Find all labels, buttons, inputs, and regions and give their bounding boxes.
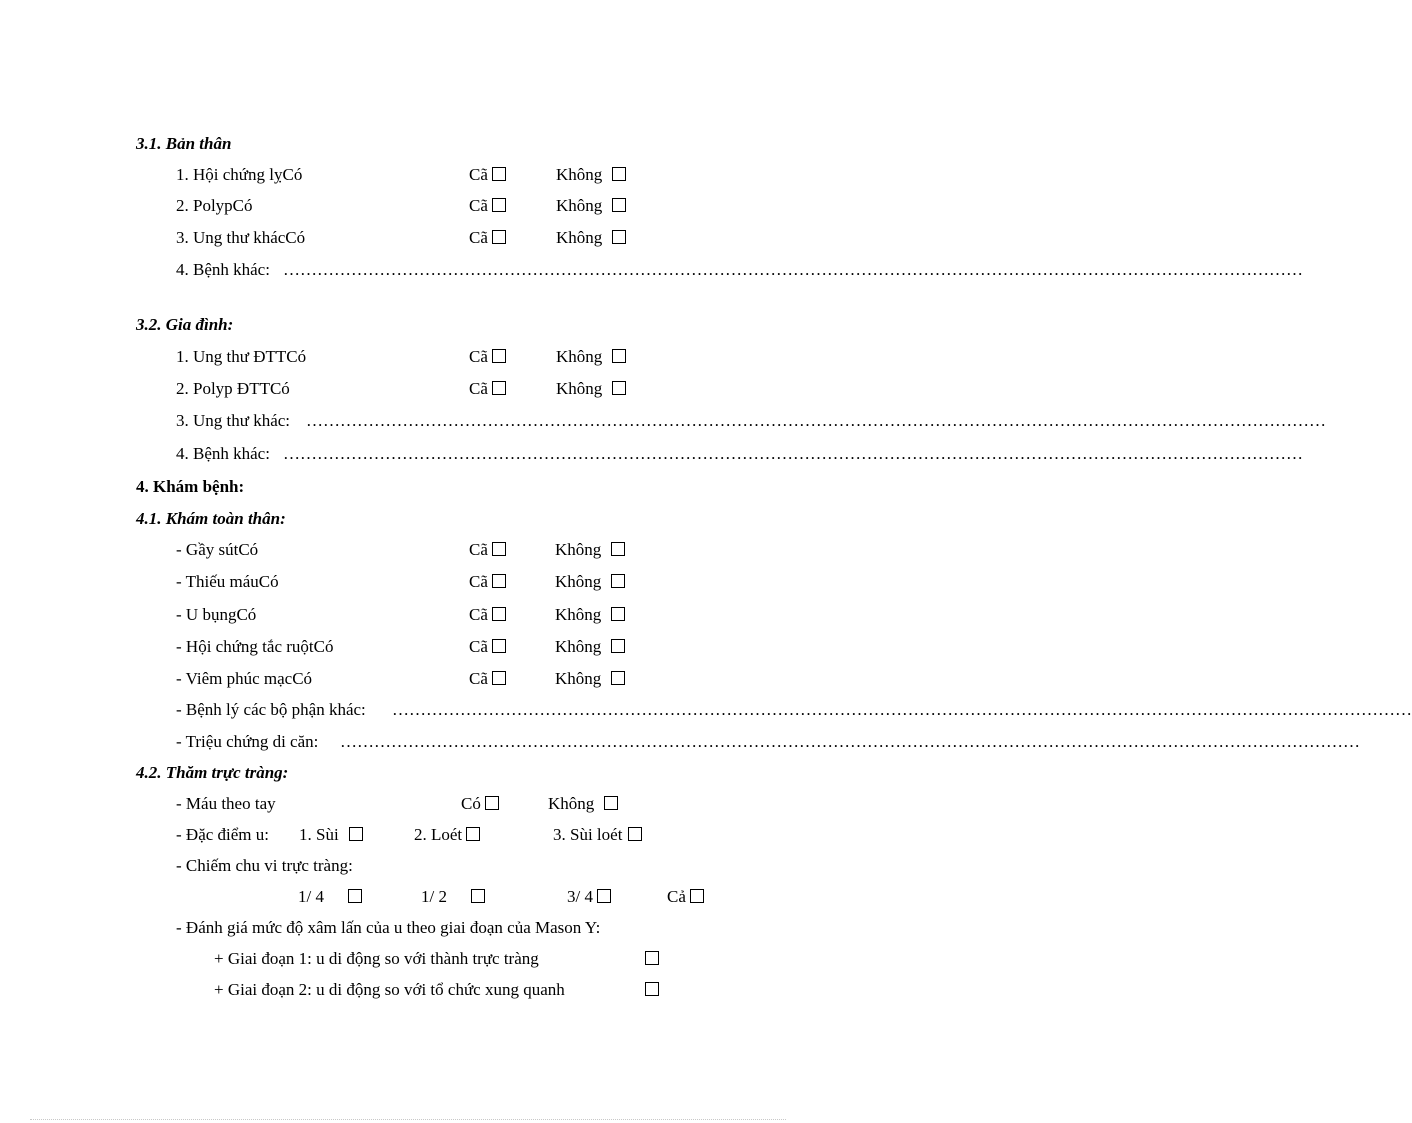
no-label: Không bbox=[556, 228, 603, 247]
checkbox[interactable] bbox=[690, 889, 704, 903]
checkbox[interactable] bbox=[492, 381, 506, 395]
s41-item-5-no[interactable] bbox=[555, 669, 625, 689]
no-label: Không bbox=[555, 637, 602, 656]
no-label: Không bbox=[548, 794, 595, 813]
no-label: Không bbox=[555, 540, 602, 559]
section-4-1-title: 4.1. Khám toàn thân: bbox=[136, 509, 286, 528]
checkbox[interactable] bbox=[471, 889, 485, 903]
page-bottom-rule bbox=[30, 1119, 786, 1120]
s41-item-1-yes[interactable] bbox=[469, 540, 506, 560]
checkbox[interactable] bbox=[611, 607, 625, 621]
yes-label: Cã bbox=[469, 637, 488, 656]
s32-item-1-no[interactable] bbox=[556, 347, 626, 367]
s32-item-2: 2. Polyp ĐTTCó bbox=[176, 379, 290, 398]
s42-stage1-box[interactable] bbox=[645, 949, 659, 969]
checkbox[interactable] bbox=[611, 542, 625, 556]
yes-label: Cã bbox=[469, 196, 488, 215]
s41-item-2-no[interactable] bbox=[555, 572, 625, 592]
section-4-title: 4. Khám bệnh: bbox=[136, 477, 245, 496]
s32-item-1: 1. Ung thư ĐTTCó bbox=[176, 347, 307, 366]
section-4-2-title: 4.2. Thăm trực tràng: bbox=[136, 763, 289, 782]
checkbox[interactable] bbox=[628, 827, 642, 841]
s32-other-label: 4. Bệnh khác: bbox=[176, 444, 270, 463]
option-label: 1/ 2 bbox=[421, 887, 447, 906]
section-3-1-title: 3.1. Bản thân bbox=[136, 134, 232, 153]
checkbox[interactable] bbox=[466, 827, 480, 841]
checkbox[interactable] bbox=[612, 167, 626, 181]
s32-item-1-yes[interactable] bbox=[469, 347, 506, 367]
s42-blood-label: - Máu theo tay bbox=[176, 794, 276, 813]
yes-label: Cã bbox=[469, 669, 488, 688]
s41-item-4-yes[interactable] bbox=[469, 637, 506, 657]
checkbox[interactable] bbox=[485, 796, 499, 810]
option-label: 1/ 4 bbox=[298, 887, 324, 906]
checkbox[interactable] bbox=[597, 889, 611, 903]
s42-stage2-label: + Giai đoạn 2: u di động so với tổ chức xung quanh bbox=[214, 980, 565, 999]
checkbox[interactable] bbox=[611, 671, 625, 685]
option-label: 3. Sùi loét bbox=[553, 825, 623, 844]
checkbox[interactable] bbox=[492, 167, 506, 181]
checkbox[interactable] bbox=[349, 827, 363, 841]
s41-item-5-yes[interactable] bbox=[469, 669, 506, 689]
s31-other-label: 4. Bệnh khác: bbox=[176, 260, 270, 279]
s42-circ-label: - Chiếm chu vi trực tràng: bbox=[176, 856, 353, 875]
s31-item-1-yes[interactable] bbox=[469, 165, 506, 185]
s41-item-3: - U bụngCó bbox=[176, 605, 257, 624]
checkbox[interactable] bbox=[604, 796, 618, 810]
s41-item-4: - Hội chứng tắc ruộtCó bbox=[176, 637, 334, 656]
s32-cancer-label: 3. Ung thư khác: bbox=[176, 411, 291, 430]
yes-label: Cã bbox=[469, 379, 488, 398]
yes-label: Cã bbox=[469, 572, 488, 591]
yes-label: Cã bbox=[469, 347, 488, 366]
s31-other-field[interactable]: ……………………………………………………………………………………………………………………………………………………………… bbox=[283, 260, 1303, 279]
no-label: Không bbox=[555, 669, 602, 688]
s42-features-label: - Đặc điểm u: bbox=[176, 825, 269, 844]
s41-organs-field[interactable]: ……………………………………………………………………………………………………………………………………………………………… bbox=[392, 700, 1412, 719]
s41-organs-label: - Bệnh lý các bộ phận khác: bbox=[176, 700, 366, 719]
s31-item-3-no[interactable] bbox=[556, 228, 626, 248]
no-label: Không bbox=[556, 347, 603, 366]
checkbox[interactable] bbox=[612, 198, 626, 212]
checkbox[interactable] bbox=[492, 542, 506, 556]
s42-loet-option[interactable] bbox=[414, 825, 480, 845]
yes-label: Cã bbox=[469, 228, 488, 247]
s41-item-2: - Thiếu máuCó bbox=[176, 572, 279, 591]
s42-blood-no[interactable] bbox=[548, 794, 618, 814]
s32-item-2-yes[interactable] bbox=[469, 379, 506, 399]
s42-stage2-box[interactable] bbox=[645, 980, 659, 1000]
no-label: Không bbox=[555, 572, 602, 591]
s32-item-2-no[interactable] bbox=[556, 379, 626, 399]
s31-item-1: 1. Hội chứng lỵCó bbox=[176, 165, 303, 184]
s42-sui-option[interactable] bbox=[299, 825, 363, 845]
s42-suiloet-option[interactable] bbox=[553, 825, 642, 845]
checkbox[interactable] bbox=[492, 607, 506, 621]
s41-item-3-yes[interactable] bbox=[469, 605, 506, 625]
checkbox[interactable] bbox=[492, 574, 506, 588]
s31-item-2-yes[interactable] bbox=[469, 196, 506, 216]
s41-metastasis-field[interactable]: ……………………………………………………………………………………………………………………………………………………………… bbox=[340, 732, 1360, 751]
checkbox[interactable] bbox=[492, 349, 506, 363]
checkbox[interactable] bbox=[492, 639, 506, 653]
s41-item-5: - Viêm phúc mạcCó bbox=[176, 669, 313, 688]
s42-stage1-label: + Giai đoạn 1: u di động so với thành trực tràng bbox=[214, 949, 539, 968]
checkbox[interactable] bbox=[348, 889, 362, 903]
checkbox[interactable] bbox=[611, 639, 625, 653]
s42-q1-option[interactable] bbox=[298, 887, 362, 907]
s41-item-3-no[interactable] bbox=[555, 605, 625, 625]
s32-cancer-field[interactable]: ……………………………………………………………………………………………………………………………………………………………… bbox=[306, 411, 1326, 430]
yes-label: Cã bbox=[469, 605, 488, 624]
s42-q3-option[interactable] bbox=[567, 887, 611, 907]
no-label: Không bbox=[555, 605, 602, 624]
checkbox[interactable] bbox=[612, 230, 626, 244]
option-label: 1. Sùi bbox=[299, 825, 339, 844]
s42-q2-option[interactable] bbox=[421, 887, 485, 907]
yes-label: Cã bbox=[469, 165, 488, 184]
s31-item-2-no[interactable] bbox=[556, 196, 626, 216]
s42-blood-yes[interactable] bbox=[461, 794, 499, 814]
no-label: Không bbox=[556, 196, 603, 215]
no-label: Không bbox=[556, 165, 603, 184]
section-3-2-title: 3.2. Gia đình: bbox=[136, 315, 234, 334]
s41-metastasis-label: - Triệu chứng di căn: bbox=[176, 732, 319, 751]
s31-item-2: 2. PolypCó bbox=[176, 196, 253, 215]
option-label: 3/ 4 bbox=[567, 887, 593, 906]
s42-mason-label: - Đánh giá mức độ xâm lấn của u theo giai đoạn của Mason Y: bbox=[176, 918, 601, 937]
s41-item-2-yes[interactable] bbox=[469, 572, 506, 592]
option-label: Cả bbox=[667, 887, 686, 906]
s31-item-3-yes[interactable] bbox=[469, 228, 506, 248]
s41-item-1-no[interactable] bbox=[555, 540, 625, 560]
s31-item-3: 3. Ung thư khácCó bbox=[176, 228, 306, 247]
checkbox[interactable] bbox=[645, 951, 659, 965]
no-label: Không bbox=[556, 379, 603, 398]
s41-item-1: - Gầy sútCó bbox=[176, 540, 259, 559]
s31-item-1-no[interactable] bbox=[556, 165, 626, 185]
checkbox[interactable] bbox=[612, 349, 626, 363]
checkbox[interactable] bbox=[611, 574, 625, 588]
yes-label: Cã bbox=[469, 540, 488, 559]
checkbox[interactable] bbox=[492, 198, 506, 212]
s42-q4-option[interactable] bbox=[667, 887, 704, 907]
option-label: 2. Loét bbox=[414, 825, 463, 844]
checkbox[interactable] bbox=[645, 982, 659, 996]
checkbox[interactable] bbox=[492, 230, 506, 244]
checkbox[interactable] bbox=[492, 671, 506, 685]
yes-label: Có bbox=[461, 794, 481, 813]
s32-other-field[interactable]: ……………………………………………………………………………………………………………………………………………………………… bbox=[283, 444, 1303, 463]
checkbox[interactable] bbox=[612, 381, 626, 395]
s41-item-4-no[interactable] bbox=[555, 637, 625, 657]
